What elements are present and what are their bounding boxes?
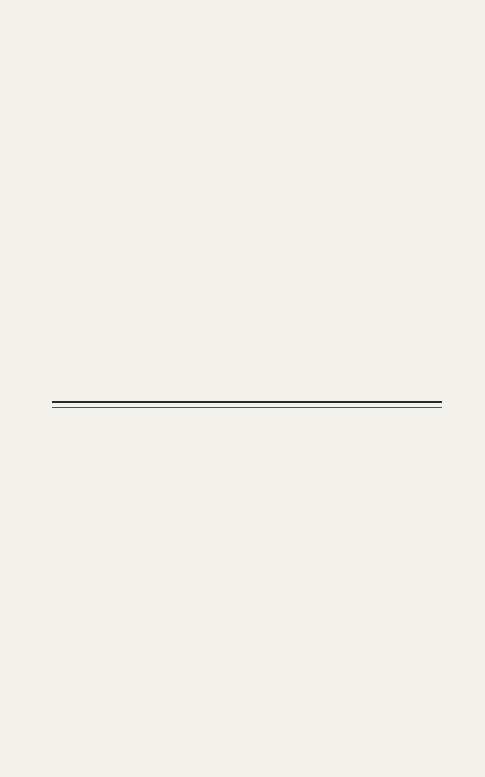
- section-divider-thin: [52, 407, 442, 408]
- section-divider: [52, 401, 442, 403]
